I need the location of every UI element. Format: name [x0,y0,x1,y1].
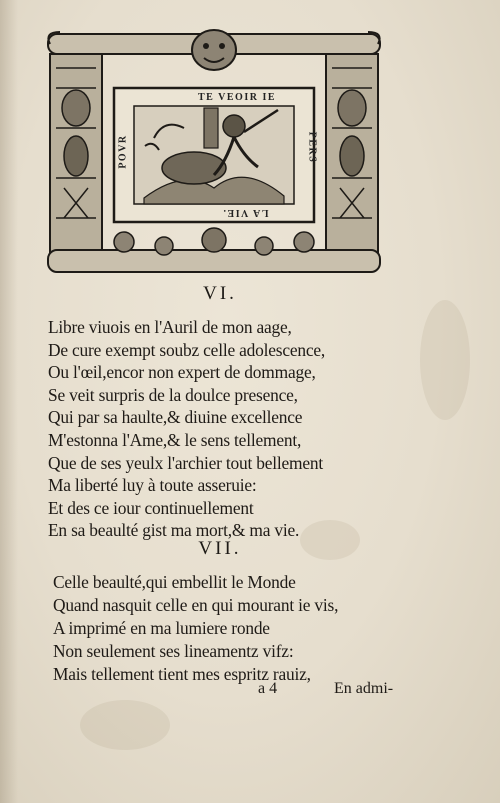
woodcut-emblem [44,28,384,278]
catchword: En admi- [334,680,394,697]
verse-line: Mais tellement tient mes espritz rauiz, [53,664,311,684]
emblem-motto-bottom: LA VIE. [222,207,269,218]
verse-line: Qui par sa haulte,& diuine excellence [48,407,303,428]
verse-line: Quand nasquit celle en qui mourant ie vis, [53,595,339,615]
verse-line: En sa beaulté gist ma mort,& ma vie. [48,520,300,541]
verse-line: Et des ce iour continuellement [48,497,254,518]
verse-line: Se veit surpris de la doulce presence, [48,384,298,405]
verse-line: Ou l'œil,encor non expert de dommage, [48,362,316,383]
section-heading-vii: VII. [198,538,242,559]
emblem-frame-illustration [44,28,384,278]
verse-line: M'estonna l'Ame,& le sens tellement, [48,430,302,450]
verse-line: Libre viuois en l'Auril de mon aage, [48,317,292,337]
section-heading-vi: VI. [203,283,237,304]
signature-mark: a 4 [258,680,278,697]
paper-stain [420,300,470,420]
verse-line: De cure exempt soubz celle adolescence, [48,339,326,360]
emblem-motto-right: PERS [306,131,318,164]
verse-line: A imprimé en ma lumiere ronde [53,618,270,638]
verse-line: Ma liberté luy à toute asseruie: [48,475,257,496]
verse-line: Celle beaulté,qui embellit le Monde [53,572,296,592]
paper-stain [80,700,170,750]
emblem-motto-left: POVR [117,134,129,169]
emblem-motto-top: TE VEOIR IE [198,92,277,103]
verse-line: Que de ses yeulx l'archier tout bellement [48,452,324,473]
page-gutter-shadow [0,0,18,803]
verse-line: Non seulement ses lineamentz vifz: [53,641,294,661]
